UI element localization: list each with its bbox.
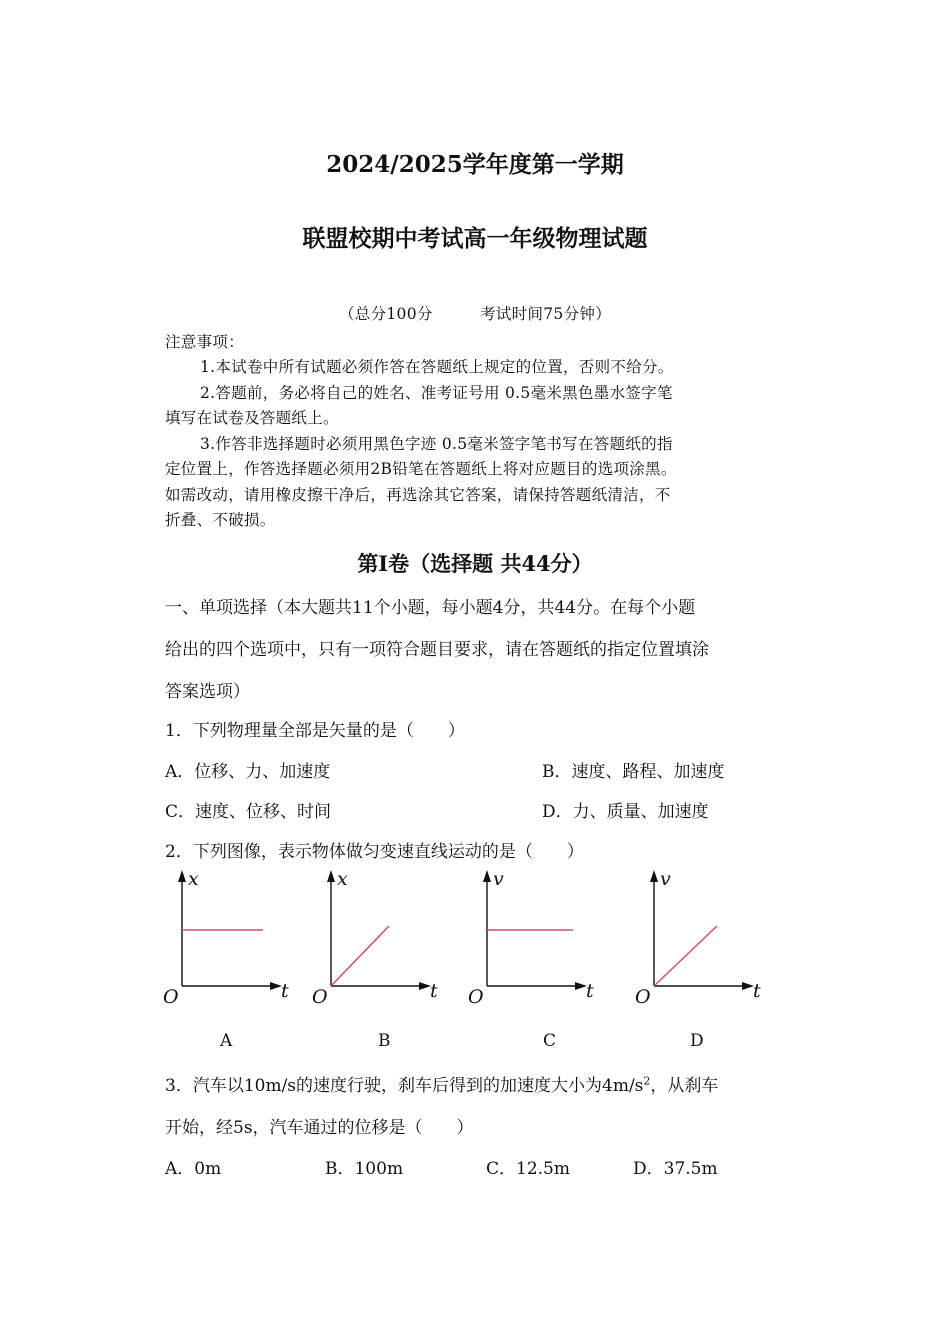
y-axis-arrow-icon [178,870,186,882]
y-axis-label: x [188,868,199,890]
note-item-1: 1.本试卷中所有试题必须作答在答题纸上规定的位置，否则不给分。 [200,358,674,376]
section-intro-line3: 答案选项） [165,682,250,702]
section-intro-line1: 一、单项选择（本大题共11个小题，每小题4分，共44分。在每个小题 [165,598,696,618]
graph-line [331,926,389,986]
y-axis-label: x [337,868,348,890]
note-item-3-line4: 折叠、不破损。 [165,511,276,529]
graph-d [632,866,762,1011]
note-item-3-line1: 3.作答非选择题时必须用黑色字迹 0.5毫米签字笔书写在答题纸的指 [200,435,673,453]
q3-stem-part-b: ，从刹车 [650,1076,719,1096]
exam-title-line2: 联盟校期中考试高一年级物理试题 [302,225,648,252]
y-axis-label: v [493,868,504,890]
y-axis-label: v [660,868,671,890]
q3-option-d: D．37.5m [633,1159,718,1179]
origin-label: O [312,986,328,1008]
y-axis-arrow-icon [483,870,491,882]
q3-stem-superscript: 2 [643,1074,651,1088]
section-title: 第Ⅰ卷（选择题 共44分） [357,551,593,576]
q1-option-d: D．力、质量、加速度 [542,802,709,822]
note-item-2-line2: 填写在试卷及答题纸上。 [165,409,339,427]
graph-c [465,866,595,1011]
q3-option-c: C．12.5m [486,1159,570,1179]
q3-option-b: B．100m [325,1159,404,1179]
q3-stem-part-a: 3．汽车以10m/s的速度行驶，刹车后得到的加速度大小为4m/s [165,1076,644,1096]
note-item-3-line3: 如需改动，请用橡皮擦干净后，再选涂其它答案，请保持答题纸清洁，不 [165,486,671,504]
exam-meta: （总分100分 考试时间75分钟） [338,305,611,323]
q1-option-b: B．速度、路程、加速度 [542,762,725,782]
x-axis-label: t [430,980,438,1002]
y-axis-arrow-icon [327,870,335,882]
note-item-3-line2: 定位置上，作答选择题必须用2B铅笔在答题纸上将对应题目的选项涂黑。 [165,460,677,478]
q2-stem: 2．下列图像，表示物体做匀变速直线运动的是（ ） [165,842,584,862]
q1-option-a: A．位移、力、加速度 [165,762,331,782]
graph-c-caption: C [543,1031,557,1051]
graph-a-caption: A [220,1031,233,1051]
x-axis-label: t [281,980,289,1002]
note-item-2-line1: 2.答题前，务必将自己的姓名、准考证号用 0.5毫米黑色墨水签字笔 [200,384,673,402]
origin-label: O [635,986,651,1008]
section-intro-line2: 给出的四个选项中，只有一项符合题目要求，请在答题纸的指定位置填涂 [165,640,709,660]
origin-label: O [468,986,484,1008]
graph-d-caption: D [690,1031,704,1051]
notes-heading: 注意事项： [165,333,245,351]
graph-b-caption: B [378,1031,391,1051]
q3-stem-line2: 开始，经5s，汽车通过的位移是（ ） [165,1118,474,1138]
graph-b [309,866,439,1011]
x-axis-label: t [586,980,594,1002]
q3-stem-line1 [165,1071,718,1096]
graph-line [654,926,717,986]
origin-label: O [163,986,179,1008]
q1-option-c: C．速度、位移、时间 [165,802,332,822]
x-axis-label: t [753,980,761,1002]
q3-option-a: A．0m [165,1159,222,1179]
graph-a [160,866,290,1011]
exam-title-line1: 2024/2025学年度第一学期 [326,151,624,178]
y-axis-arrow-icon [650,870,658,882]
q1-stem: 1．下列物理量全部是矢量的是（ ） [165,721,465,741]
